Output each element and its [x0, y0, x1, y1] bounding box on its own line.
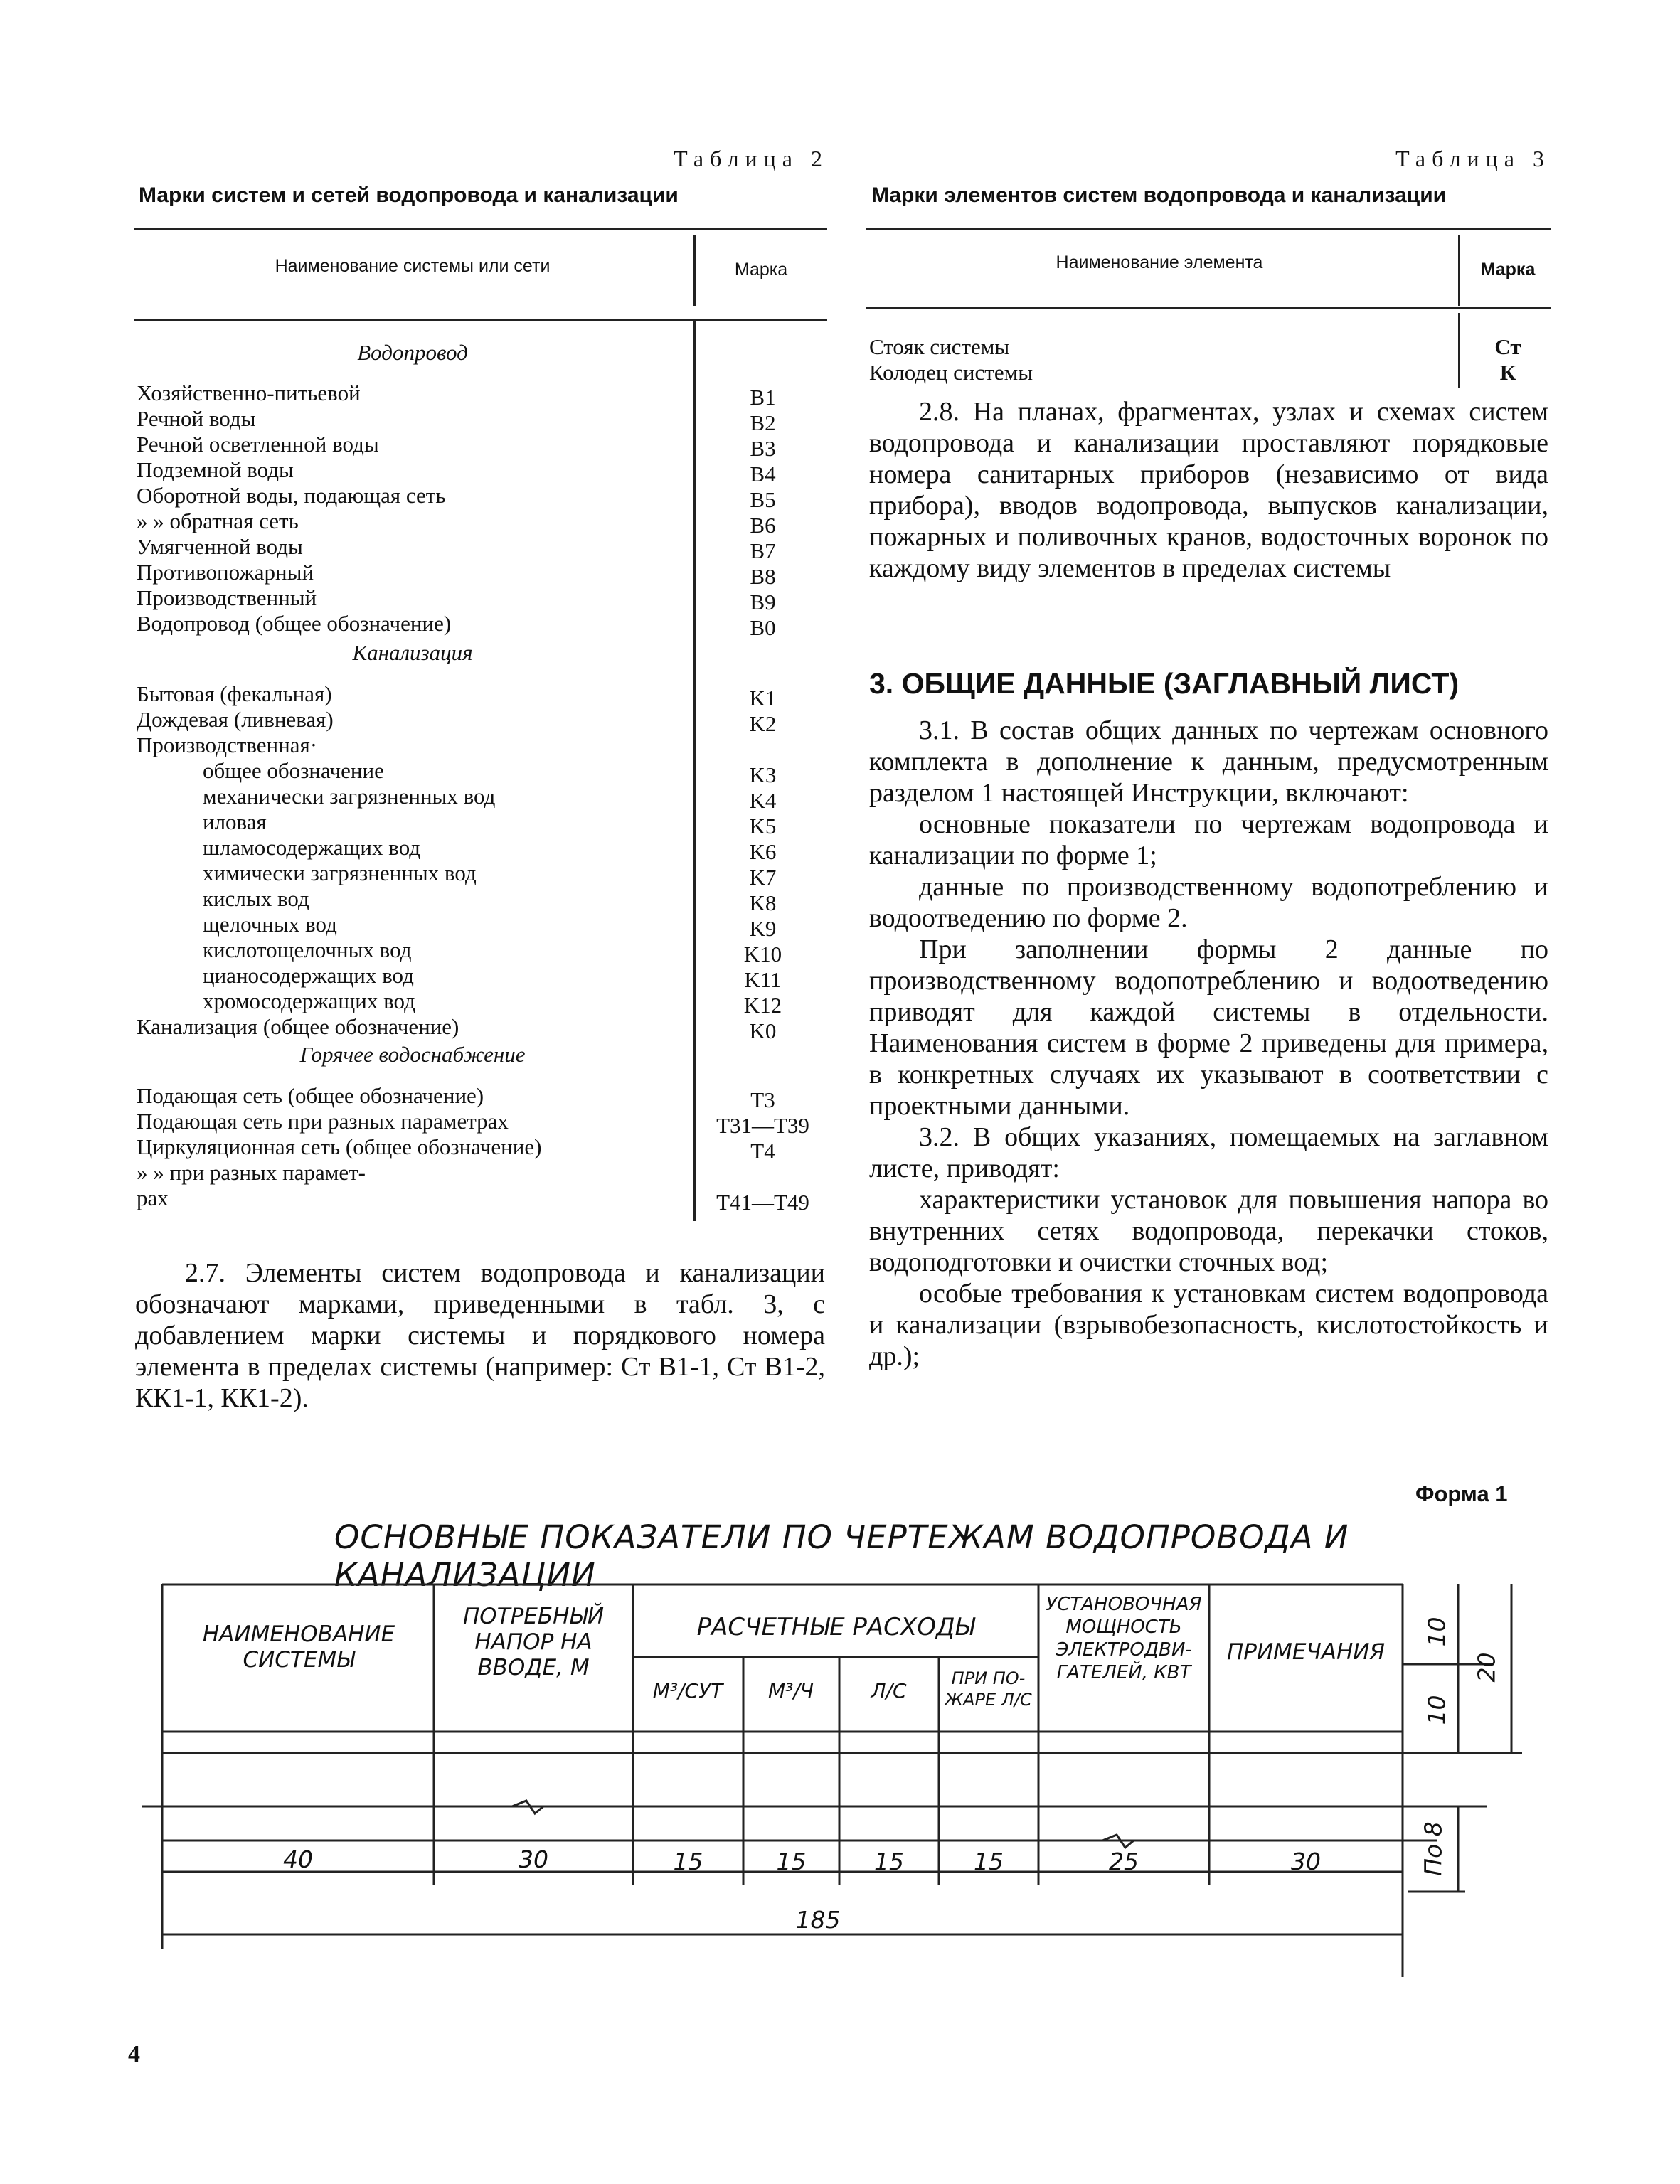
form1-sub-fire: ПРИ ПО-ЖАРЕ Л/С — [945, 1668, 1032, 1710]
table2-row-mark: B2 — [750, 410, 776, 435]
table3-row-name: Стояк системы — [869, 334, 1010, 359]
table2-row-name: Противопожарный — [137, 560, 314, 585]
paragraph-3-1-form2-note: При заполнении формы 2 данные по производственному водопотреблению и водоотведению приводят для каждой системы в отдельности. Наименования систем в форме 2 приведены для примера, в конкретных случаях их указывают в соответствии с проектными данными. — [869, 934, 1548, 1121]
paragraph-2-7-text: 2.7. Элементы систем водопровода и канализации обозначают марками, приведенными в табл. 3, с добавлением марки системы и порядкового номера элемента в пределах системы (например: Ст В1-1, Ст В1-2, КК1-1, КК1-2). — [135, 1258, 825, 1413]
table3-title: Марки элементов систем водопровода и канализации — [871, 183, 1447, 207]
table2-col-mark-header: Марка — [734, 260, 788, 279]
table2-row-name: Циркуляционная сеть (общее обозначение) — [137, 1134, 542, 1159]
form1-col-head: ПОТРЕБНЫЙ НАПОР НА ВВОДЕ, М — [462, 1604, 605, 1680]
table2-row-name: химически загрязненных вод — [203, 861, 477, 885]
paragraph-3-2: 3.2. В общих указаниях, помещаемых на заглавном листе, приводят: — [869, 1122, 1548, 1183]
table2-row-name: » » обратная сеть — [137, 508, 299, 533]
paragraph-2-8-text: 2.8. На планах, фрагментах, узлах и схемах систем водопровода и канализации проставляют порядковые номера санитарных приборов (независимо от вида прибора), вводов водопровода, выпусков канализации, пожарных и поливочных кранов, водосточных воронок по каждому виду элементов в пределах системы — [869, 397, 1548, 583]
table2-row-mark: K5 — [749, 814, 777, 838]
table2-col-name-header: Наименование системы или сети — [275, 256, 551, 276]
table2-row-mark: B9 — [750, 590, 776, 614]
table2-group-title: Горячее водоснабжение — [299, 1042, 526, 1067]
table2-row-mark: K0 — [749, 1018, 777, 1043]
table2-row-name: Производственный — [137, 585, 317, 610]
form1-col-flows: РАСЧЕТНЫЕ РАСХОДЫ — [696, 1613, 975, 1641]
table2-row-mark: K3 — [749, 762, 777, 787]
table3-row-name: Колодец системы — [869, 360, 1033, 385]
table2-row-name: Оборотной воды, подающая сеть — [137, 483, 446, 508]
table2-row-mark: B8 — [750, 564, 776, 589]
table2-row-name: Подземной воды — [137, 457, 294, 482]
paragraph-3-1: 3.1. В состав общих данных по чертежам основного комплекта в дополнение к данным, предусмотренным разделом 1 настоящей Инструкции, включают: — [869, 715, 1548, 808]
table3-col-name-header: Наименование элемента — [1056, 252, 1263, 272]
table2-group-title: Водопровод — [357, 340, 468, 365]
table2-row-mark: K12 — [743, 993, 782, 1018]
form1-dim-header-row-1: 10 — [1423, 1616, 1451, 1647]
table2-row-mark: K9 — [749, 916, 777, 941]
table2-row-mark: K6 — [749, 839, 777, 864]
table2-row-mark: K4 — [749, 788, 777, 813]
table2-row-name: иловая — [203, 809, 267, 834]
table3-row-mark: К — [1499, 360, 1516, 385]
table2-row-name: кислых вод — [203, 886, 309, 911]
paragraph-3-2-item-2: особые требования к установкам систем водопровода и канализации (взрывобезопасность, кислотостойкость и др.); — [869, 1279, 1548, 1371]
table2-row-name: шламосодержащих вод — [203, 835, 421, 860]
form1-sub-l-s: Л/С — [871, 1679, 907, 1703]
table2-row-mark: T4 — [750, 1139, 775, 1163]
table2-row-name: Производственная· — [137, 733, 318, 757]
form1-dim-width-3: 15 — [673, 1848, 703, 1875]
form1-label: Форма 1 — [1415, 1481, 1508, 1506]
form1-dim-total-width: 185 — [795, 1906, 841, 1934]
table2-row-mark: B1 — [750, 385, 776, 410]
section-3-heading: 3. ОБЩИЕ ДАННЫЕ (ЗАГЛАВНЫЙ ЛИСТ) — [869, 667, 1460, 700]
table2-row-name: цианосодержащих вод — [203, 963, 414, 988]
table2-title: Марки систем и сетей водопровода и канализации — [139, 183, 679, 207]
form1-dim-width-6: 15 — [974, 1848, 1004, 1875]
form1-dim-width-7: 25 — [1109, 1848, 1139, 1875]
table3-row-mark: Ст — [1494, 334, 1521, 359]
form1-dim-width-4: 15 — [776, 1848, 807, 1875]
table2-row-mark: B3 — [750, 436, 776, 461]
form1-sub-m3-day: М³/СУТ — [652, 1679, 723, 1703]
paragraph-3-2-item-1: характеристики установок для повышения напора во внутренних сетях водопровода, перекачки стоков, водоподготовки и очистки сточных вод; — [869, 1185, 1548, 1277]
table3-caption: Таблица 3 — [1395, 146, 1551, 171]
table2-row-mark: K10 — [743, 942, 782, 966]
form1-dim-header-total: 20 — [1472, 1652, 1501, 1683]
table2-row-name: Речной осветленной воды — [137, 432, 379, 457]
table2-row-name: хромосодержащих вод — [203, 989, 415, 1013]
table2-row-name: щелочных вод — [203, 912, 337, 937]
table2-row-name: Дождевая (ливневая) — [137, 707, 334, 732]
table2-row-name: механически загрязненных вод — [203, 784, 496, 809]
form1-col-system: НАИМЕНОВАНИЕ СИСТЕМЫ — [202, 1621, 395, 1673]
table2-row-mark: B5 — [750, 487, 776, 512]
table2-row-name: общее обозначение — [203, 758, 384, 783]
form1-sub-m3-hour: М³/Ч — [767, 1679, 814, 1703]
table2-row-name: Речной воды — [137, 406, 256, 431]
form1-title: ОСНОВНЫЕ ПОКАЗАТЕЛИ ПО ЧЕРТЕЖАМ ВОДОПРОВОДА И КАНАЛИЗАЦИИ — [334, 1518, 1349, 1594]
table2-row-mark: T3 — [750, 1087, 775, 1112]
form1-col-power: УСТАНОВОЧНАЯ МОЩНОСТЬ ЭЛЕКТРОДВИ-ГАТЕЛЕЙ, КВТ — [1046, 1594, 1202, 1683]
table2-row-name: Канализация (общее обозначение) — [137, 1014, 459, 1039]
table2-row-mark: K11 — [744, 967, 782, 992]
form1-col-notes: ПРИМЕЧАНИЯ — [1226, 1639, 1386, 1665]
table2-row-mark: T41—T49 — [716, 1190, 809, 1215]
paragraph-3-1-item-1: основные показатели по чертежам водопровода и канализации по форме 1; — [869, 809, 1548, 870]
page-number: 4 — [128, 2041, 140, 2067]
table2-row-name: Подающая сеть (общее обозначение) — [137, 1083, 484, 1108]
table2-row-mark: T31—T39 — [716, 1113, 809, 1138]
table2-row-mark: K2 — [749, 711, 777, 736]
table2-row-name: Подающая сеть при разных параметрах — [137, 1109, 509, 1134]
table2-row-name: Водопровод (общее обозначение) — [137, 611, 452, 636]
table2-row-mark: B7 — [750, 538, 776, 563]
table2-row-mark: K1 — [749, 686, 777, 710]
table2-row-mark: K8 — [749, 890, 777, 915]
form1-dim-header-row-2: 10 — [1423, 1695, 1451, 1725]
table2-row-name: рах — [137, 1186, 169, 1210]
paragraph-3-1-item-2: данные по производственному водопотреблению и водоотведению по форме 2. — [869, 872, 1548, 933]
table2-row-mark: B4 — [750, 462, 776, 486]
table3-col-mark-header: Марка — [1480, 260, 1536, 279]
table2-row-name: » » при разных парамет- — [137, 1160, 366, 1185]
table2-row-name: Бытовая (фекальная) — [137, 681, 332, 706]
table2-row-name: Хозяйственно-питьевой — [137, 380, 361, 405]
form1-dim-row-height: По 8 — [1419, 1821, 1447, 1876]
form1-dim-width-5: 15 — [874, 1848, 904, 1875]
form1-dim-width-8: 30 — [1291, 1848, 1321, 1875]
form1-dim-width-2: 30 — [519, 1845, 548, 1873]
table2-group-title: Канализация — [352, 640, 473, 665]
table2-row-name: кислотощелочных вод — [203, 937, 412, 962]
table2-caption: Таблица 2 — [674, 146, 829, 171]
form1-dim-width-1: 40 — [283, 1845, 313, 1873]
table2-row-name: Умягченной воды — [137, 534, 303, 559]
table2-row-mark: K7 — [749, 865, 777, 890]
table2-row-mark: B6 — [750, 513, 776, 538]
table2-row-mark: B0 — [750, 615, 776, 640]
